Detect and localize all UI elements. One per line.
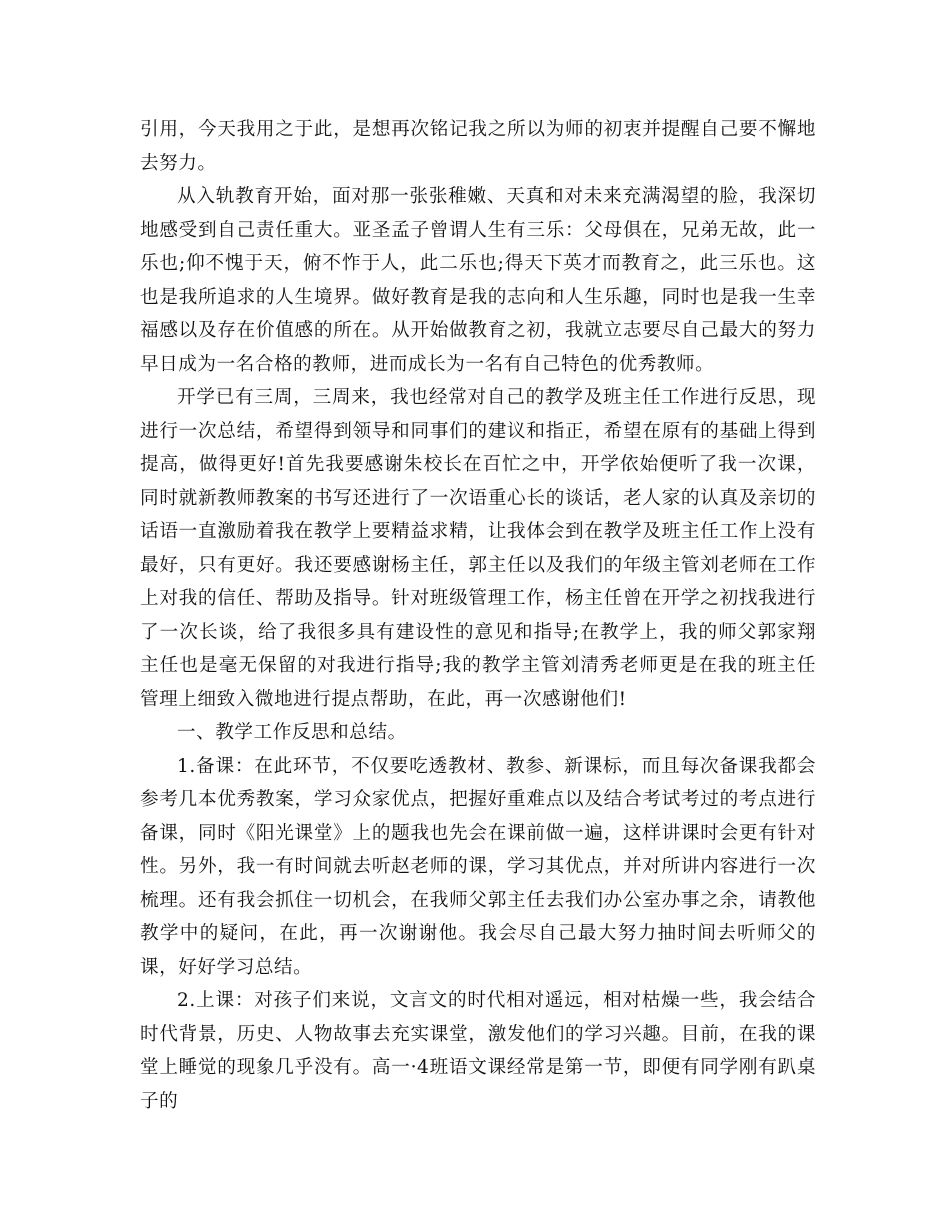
paragraph-lesson-prep: 1.备课：在此环节，不仅要吃透教材、教参、新课标，而且每次备课我都会参考几本优秀教案，学习众家优点，把握好重难点以及结合考试考过的考点进行备课，同时《阳光课堂》上的题我也先会在课前做一遍，这样讲课时会更有针对性。另外，我一有时间就去听赵老师的课，学习其优点，并对所讲内容进行一次梳理。还有我会抓住一切机会，在我师父郭主任去我们办公室办事之余，请教他教学中的疑问，在此，再一次谢谢他。我会尽自己最大努力抽时间去听师父的课，好好学习总结。	[140, 755, 816, 978]
paragraph-1: 引用，今天我用之于此，是想再次铭记我之所以为师的初衷并提醒自己要不懈地去努力。	[140, 119, 816, 174]
document-page	[140, 113, 816, 1118]
paragraph-3: 开学已有三周，三周来，我也经常对自己的教学及班主任工作进行反思，现进行一次总结，希望得到领导和同事们的建议和指正，希望在原有的基础上得到提高，做得更好!首先我要感谢朱校长在百忙之中，开学依始便听了我一次课，同时就新教师教案的书写还进行了一次语重心长的谈话，老人家的认真及亲切的话语一直激励着我在教学上要精益求精，让我体会到在教学及班主任工作上没有最好，只有更好。我还要感谢杨主任，郭主任以及我们的年级主管刘老师在工作上对我的信任、帮助及指导。针对班级管理工作，杨主任曾在开学之初找我进行了一次长谈，给了我很多具有建设性的意见和指导;在教学上，我的师父郭家翔主任也是毫无保留的对我进行指导;我的教学主管刘清秀老师更是在我的班主任管理上细致入微地进行提点帮助，在此，再一次感谢他们!	[140, 387, 816, 710]
paragraph-in-class: 2.上课：对孩子们来说，文言文的时代相对遥远，相对枯燥一些，我会结合时代背景，历史、人物故事去充实课堂，激发他们的学习兴趣。目前，在我的课堂上睡觉的现象几乎没有。高一·4班语文课经常是第一节，即便有同学刚有趴桌子的	[140, 990, 816, 1112]
section-heading-teaching: 一、教学工作反思和总结。	[177, 722, 407, 743]
paragraph-2: 从入轨教育开始，面对那一张张稚嫩、天真和对未来充满渴望的脸，我深切地感受到自己责任重大。亚圣孟子曾谓人生有三乐：父母俱在，兄弟无故，此一乐也;仰不愧于天，俯不怍于人，此二乐也;得天下英才而教育之，此三乐也。这也是我所追求的人生境界。做好教育是我的志向和人生乐趣，同时也是我一生幸福感以及存在价值感的所在。从开始做教育之初，我就立志要尽自己最大的努力早日成为一名合格的教师，进而成长为一名有自己特色的优秀教师。	[140, 186, 816, 375]
